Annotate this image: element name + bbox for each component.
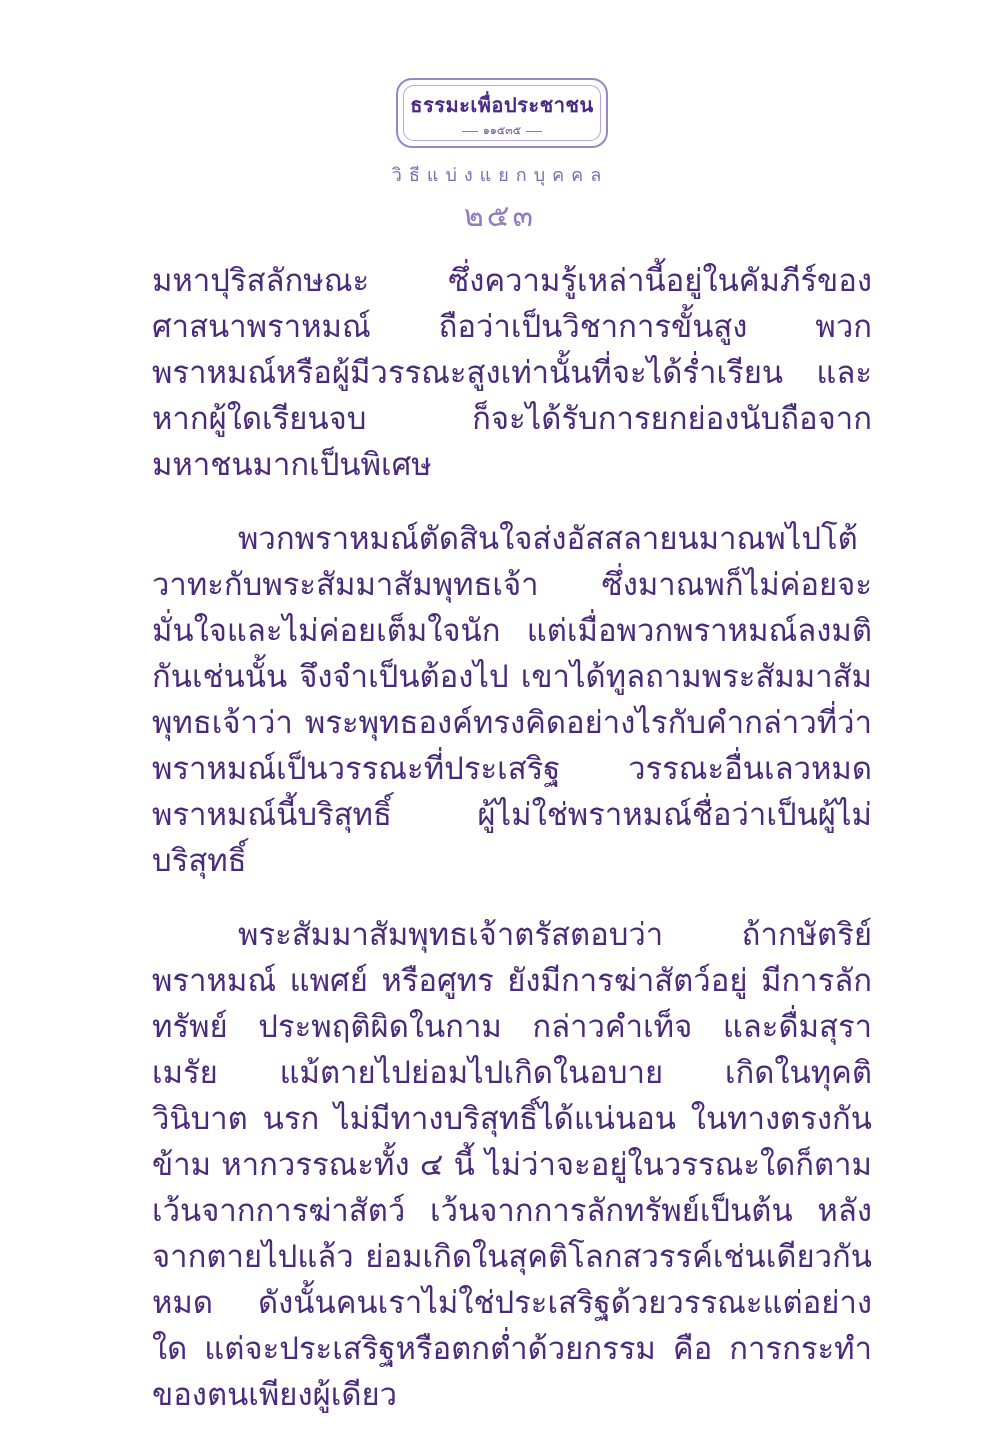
document-body <box>152 258 872 1446</box>
logo-subtitle: ๑๑๕๓๕ <box>396 121 608 139</box>
paragraph-3: พระสัมมาสัมพุทธเจ้าตรัสตอบว่า ถ้ากษัตริย์ พราหมณ์ แพศย์ หรือศูทร ยังมีการฆ่าสัตว์อยู่ มีการลักทรัพย์ ประพฤติผิดในกาม กล่าวคำเท็จ และดื่มสุราเมรัย แม้ตายไปย่อมไปเกิดในอบาย เกิดในทุคติ วินิบาต นรก ไม่มีทางบริสุทธิ์ได้แน่นอน ในทางตรงกันข้าม หากวรรณะทั้ง ๔ นี้ ไม่ว่าจะอยู่ในวรรณะใดก็ตาม เว้นจากการฆ่าสัตว์ เว้นจากการลักทรัพย์เป็นต้น หลังจากตายไปแล้ว ย่อมเกิดในสุคติโลกสวรรค์เช่นเดียวกันหมด ดังนั้นคนเราไม่ใช่ประเสริฐด้วยวรรณะแต่อย่างใด แต่จะประเสริฐหรือตกต่ำด้วยกรรม คือ การกระทำของตนเพียงผู้เดียว <box>152 917 872 1413</box>
book-logo <box>396 78 608 148</box>
paragraph-2: พวกพราหมณ์ตัดสินใจส่งอัสสลายนมาณพไปโต้วาทะกับพระสัมมาสัมพุทธเจ้า ซึ่งมาณพก็ไม่ค่อยจะมั่นใจและไม่ค่อยเต็มใจนัก แต่เมื่อพวกพราหมณ์ลงมติกันเช่นนั้น จึงจำเป็นต้องไป เขาได้ทูลถามพระสัมมาสัมพุทธเจ้าว่า พระพุทธองค์ทรงคิดอย่างไรกับคำกล่าวที่ว่า พราหมณ์เป็นวรรณะที่ประเสริฐ วรรณะอื่นเลวหมด พราหมณ์นี้บริสุทธิ์ ผู้ไม่ใช่พราหมณ์ชื่อว่าเป็นผู้ไม่บริสุทธิ์ <box>152 521 872 879</box>
page-header <box>0 0 1000 240</box>
logo-title: ธรรมะเพื่อประชาชน <box>410 93 594 117</box>
page-number: ๒๕๓ <box>464 199 536 234</box>
chapter-title: วิธีแบ่งแยกบุคคล <box>391 165 609 186</box>
paragraph-1: มหาปุริสลักษณะ ซึ่งความรู้เหล่านี้อยู่ในคัมภีร์ของศาสนาพราหมณ์ ถือว่าเป็นวิชาการขั้นสูง พวกพราหมณ์หรือผู้มีวรรณะสูงเท่านั้นที่จะได้ร่ำเรียน และหากผู้ใดเรียนจบ ก็จะได้รับการยกย่องนับถือจากมหาชนมากเป็นพิเศษ <box>152 263 872 483</box>
